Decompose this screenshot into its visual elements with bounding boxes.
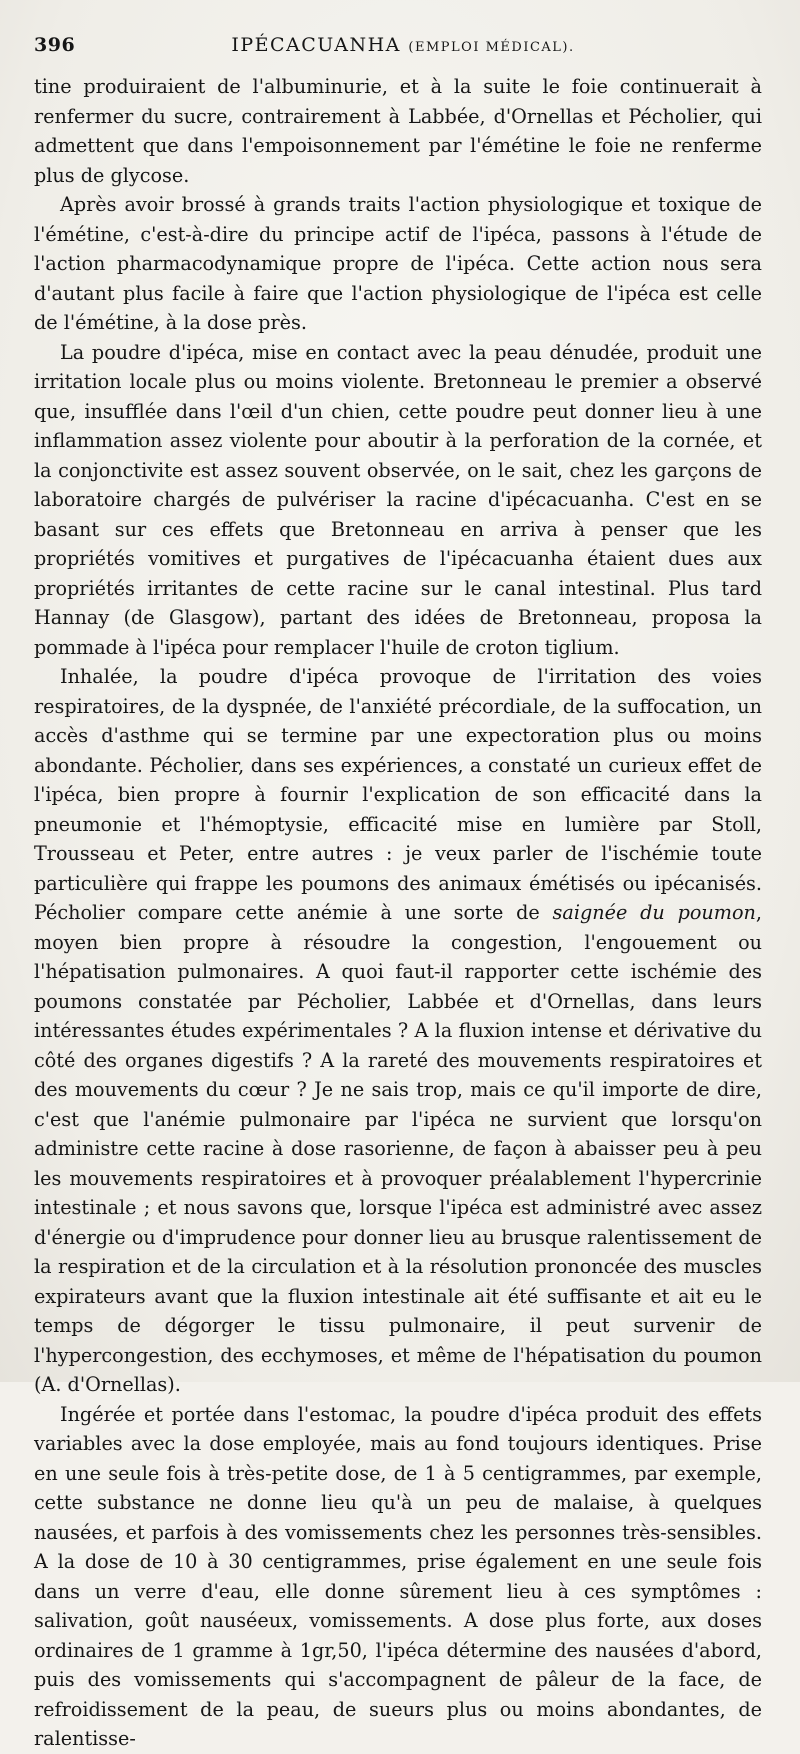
paragraph-text: Inhalée, la poudre d'ipéca provoque de l'irritation des voies respiratoires, de la dyspnée, de l'anxiété précordiale, de la suffocation, un accès d'asthme qui se termine par une expectoration plus ou moins abondante. Pécholier, dans ses expériences, a constaté un curieux effet de l'ipéca, bien propre à fournir l'explication de son efficacité dans la pneumonie et l'hémoptysie, efficacité mise en lumière par Stoll, Trousseau et Peter, entre autres : je veux parler de l'ischémie toute particulière qui frappe les poumons des animaux émétisés ou ipécanisés. Pécholier compare cette anémie à une sorte de bbox=[34, 665, 762, 924]
paragraph-text: tine produiraient de l'albuminurie, et à la suite le foie continuerait à renfermer du sucre, contrairement à Labbée, d'Ornellas et Pécholier, qui admettent que dans l'empoisonnement par l'émétine le foie ne renferme plus de glycose. bbox=[34, 75, 762, 187]
paragraph bbox=[34, 72, 762, 190]
page-number: 396 bbox=[34, 34, 76, 56]
running-title-main: IPÉCACUANHA bbox=[231, 34, 401, 56]
paragraph-text: , moyen bien propre à résoudre la congestion, l'engouement ou l'hépatisation pulmonaires. A quoi faut-il rapporter cette ischémie des poumons constatée par Pécholier, Labbée et d'Ornellas, dans leurs intéressantes études expérimentales ? A la fluxion intense et dérivative du côté des organes digestifs ? A la rareté des mouvements respiratoires et des mouvements du cœur ? Je ne sais trop, mais ce qu'il importe de dire, c'est que l'anémie pulmonaire par l'ipéca ne survient que lorsqu'on administre cette racine à dose rasorienne, de façon à abaisser peu à peu les mouvements respiratoires et à provoquer préalablement l'hypercrinie intestinale ; et nous savons que, lorsque l'ipéca est administré avec assez d'énergie ou d'imprudence pour donner lieu au brusque ralentissement de la respiration et de la circulation et à la résolution prononcée des muscles expirateurs avant que la fluxion intestinale ait été suffisante et ait eu le temps de dégorger le tissu pulmonaire, il peut survenir de l'hypercongestion, des ecchymoses, et même de l'hépatisation du poumon (A. d'Ornellas). bbox=[34, 901, 762, 1396]
paragraph bbox=[34, 1400, 762, 1754]
body-text bbox=[34, 72, 762, 1754]
italic-term: saignée du poumon bbox=[552, 901, 756, 924]
running-header bbox=[34, 34, 762, 64]
running-title-subtitle: (EMPLOI MÉDICAL). bbox=[408, 40, 575, 55]
paragraph-text: Après avoir brossé à grands traits l'action physiologique et toxique de l'émétine, c'est-à-dire du principe actif de l'ipéca, passons à l'étude de l'action pharmacodynamique propre de l'ipéca. Cette action nous sera d'autant plus facile à faire que l'action physiologique de l'ipéca est celle de l'émétine, à la dose près. bbox=[34, 193, 762, 334]
paragraph bbox=[34, 190, 762, 338]
running-title bbox=[104, 34, 702, 56]
paragraph-text: La poudre d'ipéca, mise en contact avec la peau dénudée, produit une irritation locale plus ou moins violente. Bretonneau le premier a observé que, insufflée dans l'œil d'un chien, cette poudre peut donner lieu à une inflammation assez violente pour aboutir à la perforation de la cornée, et la conjonctivite est assez souvent observée, on le sait, chez les garçons de laboratoire chargés de pulvériser la racine d'ipécacuanha. C'est en se basant sur ces effets que Bretonneau en arriva à penser que les propriétés vomitives et purgatives de l'ipécacuanha étaient dues aux propriétés irritantes de cette racine sur le canal intestinal. Plus tard Hannay (de Glasgow), partant des idées de Bretonneau, proposa la pommade à l'ipéca pour remplacer l'huile de croton tiglium. bbox=[34, 340, 762, 659]
paragraph bbox=[34, 338, 762, 663]
paragraph-text: Ingérée et portée dans l'estomac, la poudre d'ipéca produit des effets variables avec la dose employée, mais au fond toujours identiques. Prise en une seule fois à très-petite dose, de 1 à 5 centigrammes, par exemple, cette substance ne donne lieu qu'à un peu de malaise, à quelques nausées, et parfois à des vomissements chez les personnes très-sensibles. A la dose de 10 à 30 centigrammes, prise également en une seule fois dans un verre d'eau, elle donne sûrement lieu à ces symptômes : salivation, goût nauséeux, vomissements. A dose plus forte, aux doses ordinaires de 1 gramme à 1gr,50, l'ipéca détermine des nausées d'abord, puis des vomissements qui s'accompagnent de pâleur de la face, de refroidissement de la peau, de sueurs plus ou moins abondantes, de ralentisse- bbox=[34, 1402, 762, 1750]
paragraph bbox=[34, 662, 762, 1400]
